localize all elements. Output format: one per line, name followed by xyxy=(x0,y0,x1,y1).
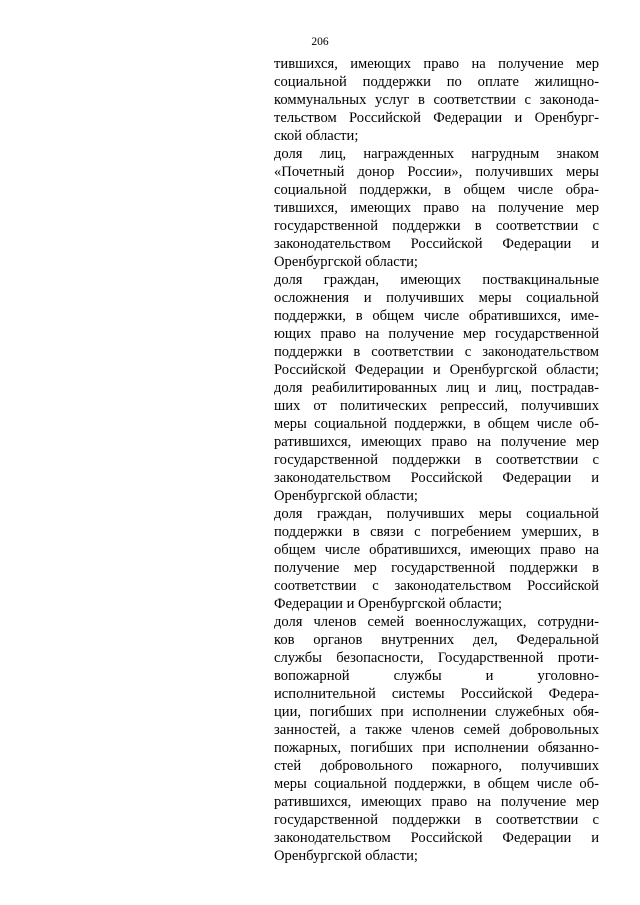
text-line: государственной поддержки в соответствии с xyxy=(274,452,599,468)
text-line: исполнительной системы Российской Федера- xyxy=(274,686,599,702)
text-line: законодательством Российской Федерации и xyxy=(274,830,599,846)
text-line: «Почетный донор России», получивших меры xyxy=(274,164,599,180)
text-line: ратившихся, имеющих право на получение мер xyxy=(274,434,599,450)
text-line: социальной поддержки по оплате жилищно- xyxy=(274,74,599,90)
text-line: ратившихся, имеющих право на получение мер xyxy=(274,794,599,810)
page-number: 206 xyxy=(311,36,329,48)
text-line: меры социальной поддержки, в общем числе об- xyxy=(274,776,599,792)
text-line: законодательством Российской Федерации и xyxy=(274,470,599,486)
text-line: ших от политических репрессий, получивших xyxy=(274,398,599,414)
text-line: поддержки, в общем числе обратившихся, име- xyxy=(274,308,599,324)
text-line: меры социальной поддержки, в общем числе об- xyxy=(274,416,599,432)
text-line: Оренбургской области; xyxy=(274,254,418,270)
text-line: службы безопасности, Государственной проти- xyxy=(274,650,599,666)
text-line: коммунальных услуг в соответствии с законода- xyxy=(274,92,599,108)
document-text-column xyxy=(274,55,599,865)
text-line: тившихся, имеющих право на получение мер xyxy=(274,200,599,216)
text-line: соответствии с законодательством Российской xyxy=(274,578,599,594)
text-line: поддержки в связи с погребением умерших, в xyxy=(274,524,599,540)
text-line: ской области; xyxy=(274,128,359,144)
text-line: доля граждан, имеющих поствакцинальные xyxy=(274,272,599,288)
text-line: доля членов семей военнослужащих, сотрудни- xyxy=(274,614,599,630)
text-line: государственной поддержки в соответствии с xyxy=(274,218,599,234)
text-line: законодательством Российской Федерации и xyxy=(274,236,599,252)
text-line: социальной поддержки, в общем числе обра- xyxy=(274,182,599,198)
text-line: занностей, а также членов семей добровольных xyxy=(274,722,599,738)
text-line: ков органов внутренних дел, Федеральной xyxy=(274,632,599,648)
text-line: ции, погибших при исполнении служебных обя- xyxy=(274,704,599,720)
text-line: Оренбургской области; xyxy=(274,848,418,864)
text-line: тившихся, имеющих право на получение мер xyxy=(274,56,599,72)
text-line: тельством Российской Федерации и Оренбург- xyxy=(274,110,599,126)
text-line: доля лиц, награжденных нагрудным знаком xyxy=(274,146,599,162)
text-line: доля граждан, получивших меры социальной xyxy=(274,506,599,522)
text-line: вопожарной службы и уголовно- xyxy=(274,668,599,684)
text-line: Российской Федерации и Оренбургской области; xyxy=(274,362,599,378)
text-line: получение мер государственной поддержки в xyxy=(274,560,599,576)
text-line: государственной поддержки в соответствии с xyxy=(274,812,599,828)
text-line: пожарных, погибших при исполнении обязанно- xyxy=(274,740,599,756)
text-line: поддержки в соответствии с законодательством xyxy=(274,344,599,360)
text-line: ющих право на получение мер государственной xyxy=(274,326,599,342)
text-line: доля реабилитированных лиц и лиц, пострадав- xyxy=(274,380,599,396)
text-line: стей добровольного пожарного, получивших xyxy=(274,758,599,774)
text-line: осложнения и получивших меры социальной xyxy=(274,290,599,306)
text-line: Оренбургской области; xyxy=(274,488,418,504)
text-line: общем числе обратившихся, имеющих право на xyxy=(274,542,599,558)
text-line: Федерации и Оренбургской области; xyxy=(274,596,503,612)
